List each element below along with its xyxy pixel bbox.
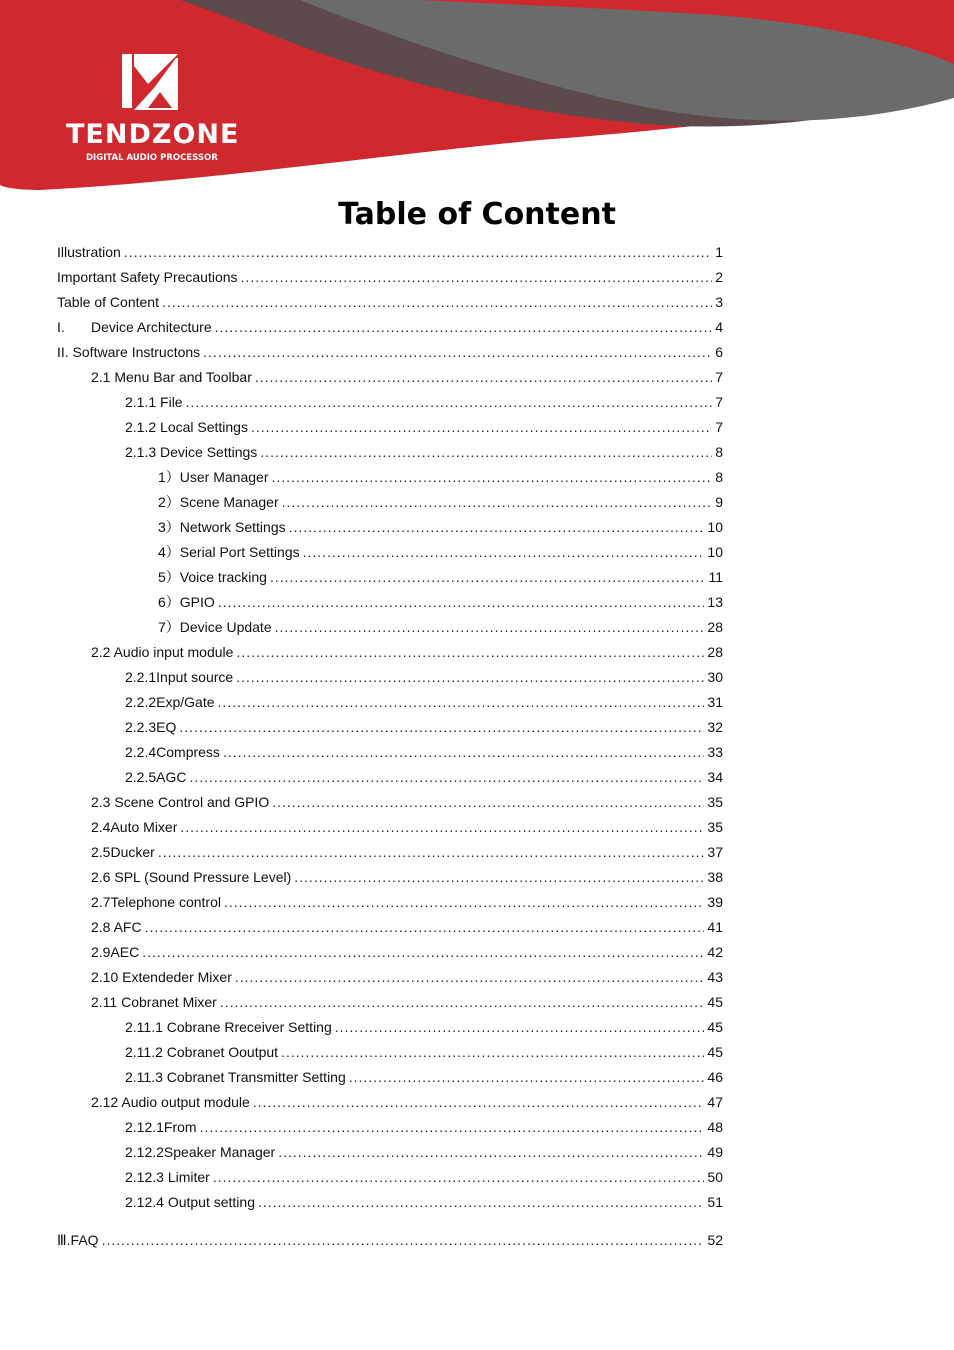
toc-entry-page-number: 9: [715, 494, 723, 510]
toc-dot-leader: [275, 617, 705, 637]
toc-dot-leader: [179, 717, 704, 737]
toc-entry-page-number: 46: [707, 1069, 723, 1085]
toc-entry-title: 2.11.2 Cobranet Ooutput: [125, 1044, 279, 1060]
toc-dot-leader: [282, 492, 713, 512]
toc-entry[interactable]: [125, 392, 723, 412]
toc-entry[interactable]: [125, 442, 723, 462]
toc-entry[interactable]: [125, 1067, 723, 1087]
toc-entry[interactable]: [57, 292, 723, 312]
toc-dot-leader: [303, 542, 705, 562]
toc-entry[interactable]: [57, 342, 723, 362]
toc-dot-leader: [145, 917, 705, 937]
toc-dot-leader: [251, 417, 712, 437]
toc-dot-leader: [223, 742, 704, 762]
toc-dot-leader: [236, 642, 704, 662]
toc-entry-page-number: 10: [707, 519, 723, 535]
toc-entry-title: 2）Scene Manager: [158, 494, 279, 510]
toc-entry-page-number: 7: [715, 394, 723, 410]
toc-entry-page-number: 41: [707, 919, 723, 935]
toc-entry[interactable]: [57, 267, 723, 287]
toc-entry[interactable]: [91, 992, 723, 1012]
toc-dot-leader: [102, 1230, 705, 1250]
toc-dot-leader: [186, 392, 713, 412]
toc-dot-leader: [213, 1167, 705, 1187]
toc-entry-title: 2.12.2Speaker Manager: [125, 1144, 276, 1160]
toc-entry-page-number: 33: [707, 744, 723, 760]
toc-entry[interactable]: [125, 1142, 723, 1162]
toc-entry[interactable]: [91, 642, 723, 662]
page-title: Table of Content: [338, 197, 616, 232]
toc-entry-page-number: 8: [715, 469, 723, 485]
toc-entry[interactable]: [158, 617, 723, 637]
toc-entry-title: 2.11 Cobranet Mixer: [91, 994, 217, 1010]
toc-entry[interactable]: [91, 367, 723, 387]
toc-entry-page-number: 49: [707, 1144, 723, 1160]
toc-entry-page-number: 13: [707, 594, 723, 610]
toc-entry-page-number: 35: [707, 794, 723, 810]
toc-entry-title: 2.7Telephone control: [91, 894, 221, 910]
toc-entry[interactable]: [91, 792, 723, 812]
toc-entry-page-number: 31: [707, 694, 723, 710]
toc-entry-page-number: 38: [707, 869, 723, 885]
toc-entry-page-number: 28: [707, 644, 723, 660]
toc-dot-leader: [124, 242, 712, 262]
toc-entry-title: 2.12.4 Output setting: [125, 1194, 255, 1210]
toc-entry-page-number: 6: [715, 344, 723, 360]
toc-entry-title: 2.11.1 Cobrane Rreceiver Setting: [125, 1019, 332, 1035]
toc-dot-leader: [289, 517, 705, 537]
toc-entry-title: 2.2 Audio input module: [91, 644, 234, 660]
toc-entry-title: 7）Device Update: [158, 619, 272, 635]
toc-entry[interactable]: [158, 592, 723, 612]
toc-entry[interactable]: [91, 967, 723, 987]
toc-entry-title: 2.12 Audio output module: [91, 1094, 250, 1110]
toc-entry-title: 2.3 Scene Control and GPIO: [91, 794, 270, 810]
toc-dot-leader: [255, 367, 712, 387]
toc-entry-title: Device Architecture: [91, 319, 212, 335]
toc-entry-title: Illustration: [57, 244, 121, 260]
toc-dot-leader: [220, 992, 705, 1012]
toc-entry-title: 2.2.1Input source: [125, 669, 234, 685]
toc-entry-page-number: 32: [707, 719, 723, 735]
toc-dot-leader: [260, 442, 712, 462]
toc-entry[interactable]: [125, 767, 723, 787]
toc-entry-title: Important Safety Precautions: [57, 269, 238, 285]
toc-dot-leader: [189, 767, 704, 787]
toc-entry-page-number: 7: [715, 419, 723, 435]
toc-dot-leader: [270, 567, 706, 587]
toc-entry-title: 6）GPIO: [158, 594, 215, 610]
toc-entry-page-number: 45: [707, 1044, 723, 1060]
toc-entry-page-number: 45: [707, 994, 723, 1010]
toc-dot-leader: [272, 792, 704, 812]
toc-entry[interactable]: [158, 567, 723, 587]
toc-entry-title: Ⅲ.FAQ: [57, 1232, 99, 1248]
toc-entry[interactable]: [91, 917, 723, 937]
toc-dot-leader: [236, 667, 704, 687]
toc-entry-page-number: 4: [715, 319, 723, 335]
toc-entry-page-number: 28: [707, 619, 723, 635]
toc-entry-page-number: 39: [707, 894, 723, 910]
toc-dot-leader: [272, 467, 713, 487]
toc-dot-leader: [349, 1067, 705, 1087]
toc-entry-page-number: 34: [707, 769, 723, 785]
toc-entry[interactable]: [91, 867, 723, 887]
toc-entry-page-number: 42: [707, 944, 723, 960]
toc-entry-title: 2.2.3EQ: [125, 719, 177, 735]
toc-entry-title: 2.2.2Exp/Gate: [125, 694, 215, 710]
toc-entry[interactable]: [125, 667, 723, 687]
brand-name: TENDZONE: [66, 119, 240, 150]
toc-entry-page-number: 43: [707, 969, 723, 985]
toc-entry-title: 2.6 SPL (Sound Pressure Level): [91, 869, 292, 885]
toc-entry-title: 2.9AEC: [91, 944, 140, 960]
toc-entry[interactable]: [125, 1167, 723, 1187]
toc-entry[interactable]: [158, 517, 723, 537]
toc-entry[interactable]: [91, 1092, 723, 1112]
toc-entry-title: 2.1.2 Local Settings: [125, 419, 248, 435]
toc-dot-leader: [224, 892, 704, 912]
toc-entry[interactable]: [125, 717, 723, 737]
toc-dot-leader: [200, 1117, 705, 1137]
toc-dot-leader: [253, 1092, 705, 1112]
toc-entry-page-number: 37: [707, 844, 723, 860]
toc-entry[interactable]: [125, 1017, 723, 1037]
toc-entry-title: 5）Voice tracking: [158, 569, 267, 585]
toc-entry-page-number: 1: [715, 244, 723, 260]
toc-dot-leader: [203, 342, 712, 362]
toc-entry-title: 2.1.1 File: [125, 394, 183, 410]
toc-dot-leader: [158, 842, 705, 862]
toc-entry[interactable]: [158, 467, 723, 487]
toc-entry[interactable]: [125, 742, 723, 762]
toc-entry-page-number: 47: [707, 1094, 723, 1110]
toc-entry-title: Table of Content: [57, 294, 159, 310]
toc-dot-leader: [215, 317, 713, 337]
toc-dot-leader: [241, 267, 713, 287]
toc-entry[interactable]: [57, 242, 723, 262]
toc-entry-title: 4）Serial Port Settings: [158, 544, 300, 560]
toc-entry-page-number: 8: [715, 444, 723, 460]
toc-entry[interactable]: [125, 1117, 723, 1137]
toc-entry-page-number: 48: [707, 1119, 723, 1135]
toc-dot-leader: [218, 592, 705, 612]
toc-entry-title: 1）User Manager: [158, 469, 269, 485]
toc-dot-leader: [142, 942, 704, 962]
toc-dot-leader: [218, 692, 705, 712]
toc-entry[interactable]: [125, 1042, 723, 1062]
toc-dot-leader: [294, 867, 704, 887]
toc-entry[interactable]: [125, 692, 723, 712]
toc-entry[interactable]: [91, 892, 723, 912]
toc-entry-page-number: 50: [707, 1169, 723, 1185]
toc-entry[interactable]: [57, 1230, 723, 1250]
toc-entry-page-number: 2: [715, 269, 723, 285]
toc-dot-leader: [281, 1042, 704, 1062]
toc-entry-title: 2.1.3 Device Settings: [125, 444, 258, 460]
toc-entry-page-number: 35: [707, 819, 723, 835]
toc-entry-title: 2.10 Extendeder Mixer: [91, 969, 232, 985]
toc-entry-title: 2.2.4Compress: [125, 744, 220, 760]
toc-entry-page-number: 11: [708, 569, 723, 585]
toc-entry[interactable]: [158, 492, 723, 512]
toc-entry-page-number: 10: [707, 544, 723, 560]
toc-entry[interactable]: [91, 942, 723, 962]
toc-entry[interactable]: [57, 317, 723, 337]
toc-dot-leader: [235, 967, 705, 987]
toc-entry-page-number: 7: [715, 369, 723, 385]
toc-entry[interactable]: [125, 1192, 723, 1212]
toc-dot-leader: [335, 1017, 705, 1037]
toc-entry-page-number: 30: [707, 669, 723, 685]
toc-entry[interactable]: [91, 817, 723, 837]
toc-entry-title: 2.1 Menu Bar and Toolbar: [91, 369, 252, 385]
toc-entry-title: 3）Network Settings: [158, 519, 286, 535]
toc-dot-leader: [278, 1142, 704, 1162]
toc-entry-title: 2.4Auto Mixer: [91, 819, 178, 835]
toc-entry-page-number: 51: [707, 1194, 723, 1210]
toc-entry-title: 2.12.1From: [125, 1119, 197, 1135]
toc-dot-leader: [162, 292, 712, 312]
toc-entry[interactable]: [158, 542, 723, 562]
toc-dot-leader: [258, 1192, 704, 1212]
toc-dot-leader: [180, 817, 704, 837]
brand-tagline: DIGITAL AUDIO PROCESSOR: [86, 153, 218, 163]
toc-entry-number: I.: [57, 319, 65, 335]
toc-entry-page-number: 45: [707, 1019, 723, 1035]
toc-entry-title: 2.5Ducker: [91, 844, 155, 860]
toc-entry[interactable]: [91, 842, 723, 862]
toc-entry-title: 2.11.3 Cobranet Transmitter Setting: [125, 1069, 346, 1085]
toc-entry-title: 2.12.3 Limiter: [125, 1169, 210, 1185]
toc-entry-title: II. Software Instructons: [57, 344, 201, 360]
toc-entry-page-number: 3: [715, 294, 723, 310]
toc-entry-page-number: 52: [707, 1232, 723, 1248]
toc-entry-title: 2.8 AFC: [91, 919, 142, 935]
toc-entry[interactable]: [125, 417, 723, 437]
toc-entry-title: 2.2.5AGC: [125, 769, 187, 785]
